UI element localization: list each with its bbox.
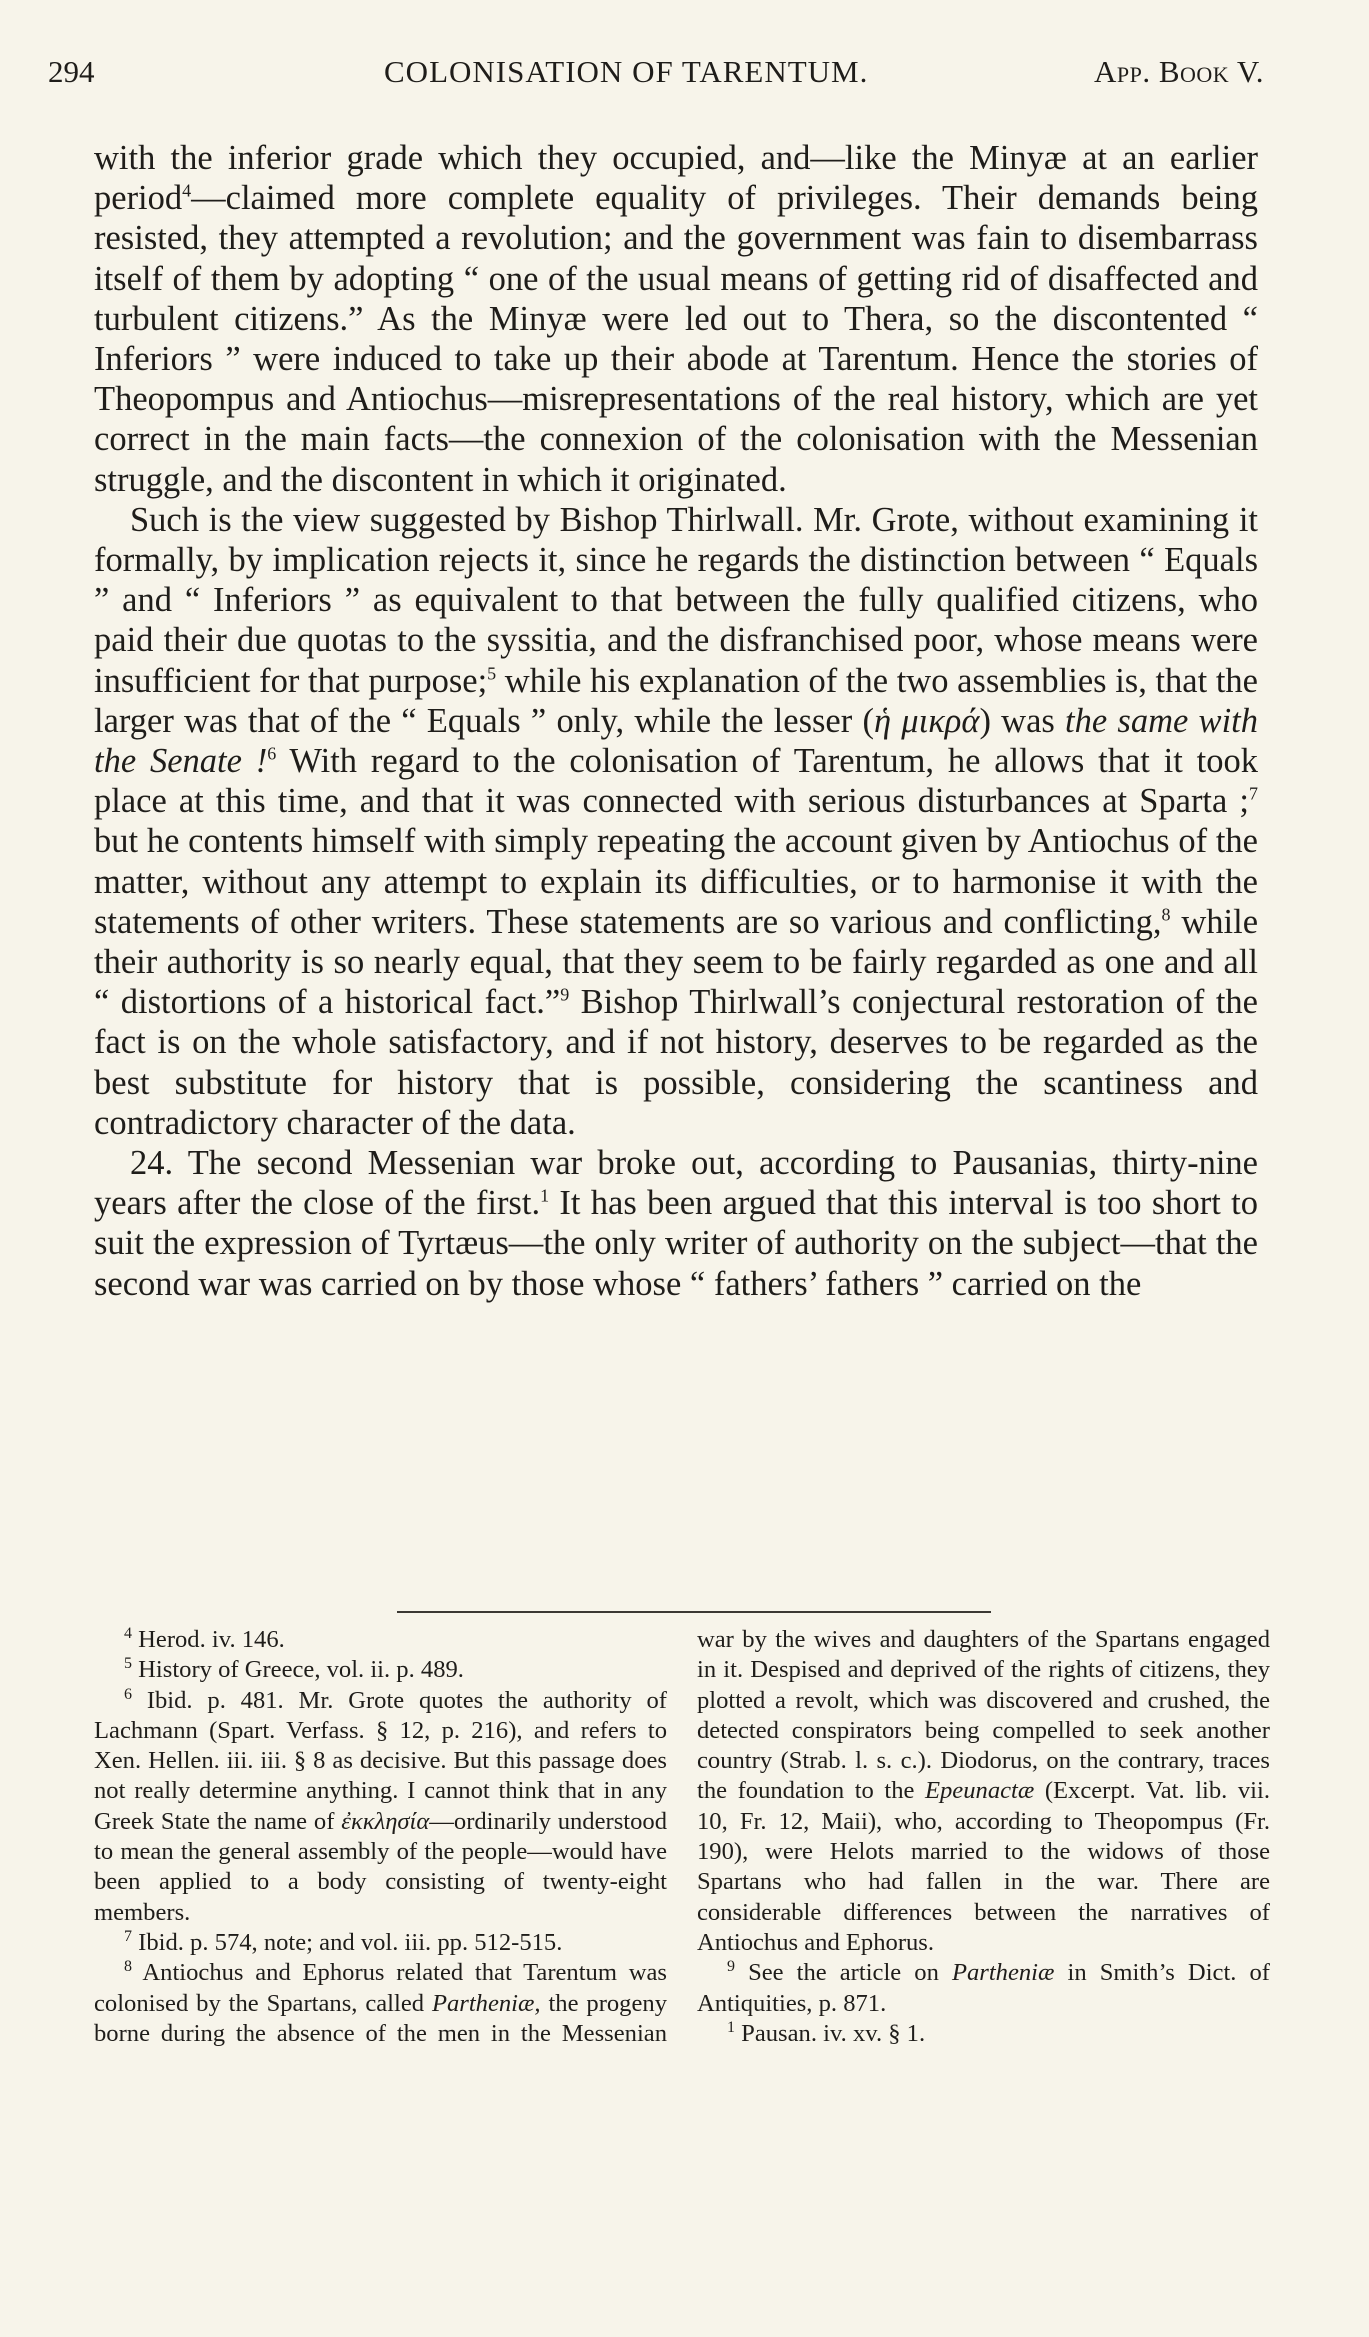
footnote-1: $^1$ Pausan. iv. xv. § 1. — [727, 2018, 926, 2047]
section-label: App. Book V. — [1093, 54, 1264, 89]
paragraph-thirlwall: Such is the view suggested by Bishop Thirlwall. Mr. Grote, without examining it formally, by implication rejects it, since he regards the distinction between “ Equals ” and “ Inferiors ” as equivalent to that between the fully qualified citizens, who paid their due quotas to the syssitia, and the disfranchised poor, whose means were insufficient for that purpose;$^5$ while his explanation of the two assemblies is, that the larger was that of the “ Equals ” only, while the lesser (ἡ μικρά) was the same with the Senate !$^6$ With regard to the colonisation of Tarentum, he allows that it took place at this time, and that it was connected with serious disturbances at Sparta ;$^7$ but he contents himself with simply repeating the account given by Antiochus of the matter, without any attempt to explain its difficulties, or to harmonise it with the statements of other writers. These statements are so various and conflicting,$^8$ while their authority is so nearly equal, that they seem to be fairly regarded as one and all “ distortions of a historical fact.”$^9$ Bishop Thirlwall’s conjectural restoration of the fact is on the whole satisfactory, and if not history, deserves to be regarded as the best substitute for history that is possible, considering the scantiness and contradictory character of the data. — [94, 500, 1259, 1142]
footnote-ref-4: 4 — [182, 180, 192, 201]
greek-word: ἐκκλησία — [341, 1807, 430, 1835]
footnote-ref-7: 7 — [1249, 783, 1258, 804]
footnote-ref-8: 8 — [1161, 904, 1171, 925]
running-title: COLONISATION OF TARENTUM. — [384, 54, 869, 89]
footnote-9: $^9$ See the article on Partheniæ in Smith’s Dict. of Antiquities, p. 871. — [697, 1958, 1270, 2017]
footnote-4: $^4$ Herod. iv. 146. — [124, 1624, 285, 1653]
footnote-6: $^6$ Ibid. p. 481. Mr. Grote quotes the authority of Lachmann (Spart. Verfass. § 12, p. 216), and refers to Xen. Hellen. iii. iii. § 8 as decisive. But this passage does not really determine anything. I cannot think that in any Greek State the name of ἐκκλησία—ordinarily understood to mean the general assembly of the people—would have been applied to a body consisting of twenty-eight members. — [94, 1685, 668, 1926]
footnote-ref-6: 6 — [267, 743, 277, 764]
footnote-ref-5: 5 — [487, 663, 497, 684]
footnotes — [94, 1625, 1270, 2245]
page-header — [48, 52, 1264, 102]
footnote-divider — [397, 1611, 991, 1613]
main-text — [94, 138, 1258, 1304]
page-number: 294 — [48, 54, 95, 89]
footnote-ref-1: 1 — [540, 1185, 550, 1206]
paragraph-second-war: 24. The second Messenian war broke out, according to Pausanias, thirty-nine years after the close of the first.$^1$ It has been argued that this interval is too short to suit the expression of Tyrtæus—the only writer of authority on the subject—that the second war was carried on by those whose “ fathers’ fathers ” carried on the — [94, 1144, 1258, 1303]
greek-phrase: ἡ μικρά — [873, 701, 980, 740]
footnote-8: $^8$ Antiochus and Ephorus related that Tarentum was colonised by the Spartans, called Partheniæ, the progeny borne during the absence of the men in the Messenian war by the wives and daughters of the Spartans engaged in it. Despised and deprived of the rights of citizens, they plotted a revolt, which was discovered and crushed, the detected conspirators being compelled to seek another country (Strab. l. s. c.). Diodorus, on the contrary, traces the foundation to the Epeunactæ (Excerpt. Vat. lib. vii. 10, Fr. 12, Maii), who, according to Theopompus (Fr. 190), were Helots married to the widows of those Spartans who had fallen in the war. There are considerable differences between the narratives of Antiochus and Ephorus. — [94, 1626, 1270, 2047]
footnote-5: $^5$ History of Greece, vol. ii. p. 489. — [124, 1655, 464, 1684]
italic-phrase: the same with the Senate ! — [94, 701, 1258, 781]
footnote-ref-9: 9 — [560, 984, 570, 1005]
paragraph-minyae: with the inferior grade which they occupied, and—like the Minyæ at an earlier period$^4$—claimed more complete equality of privileges. Their demands being resisted, they attempted a revolution; and the government was fain to disembarrass itself of them by adopting “ one of the usual means of getting rid of disaffected and turbulent citizens.” As the Minyæ were led out to Thera, so the discontented “ Inferiors ” were induced to take up their abode at Tarentum. Hence the stories of Theopompus and Antiochus—misrepresentations of the real history, which are yet correct in the main facts—the connexion of the colonisation with the Messenian struggle, and the discontent in which it originated. — [94, 139, 1258, 499]
footnote-7: $^7$ Ibid. p. 574, note; and vol. iii. pp. 512-515. — [124, 1927, 563, 1956]
